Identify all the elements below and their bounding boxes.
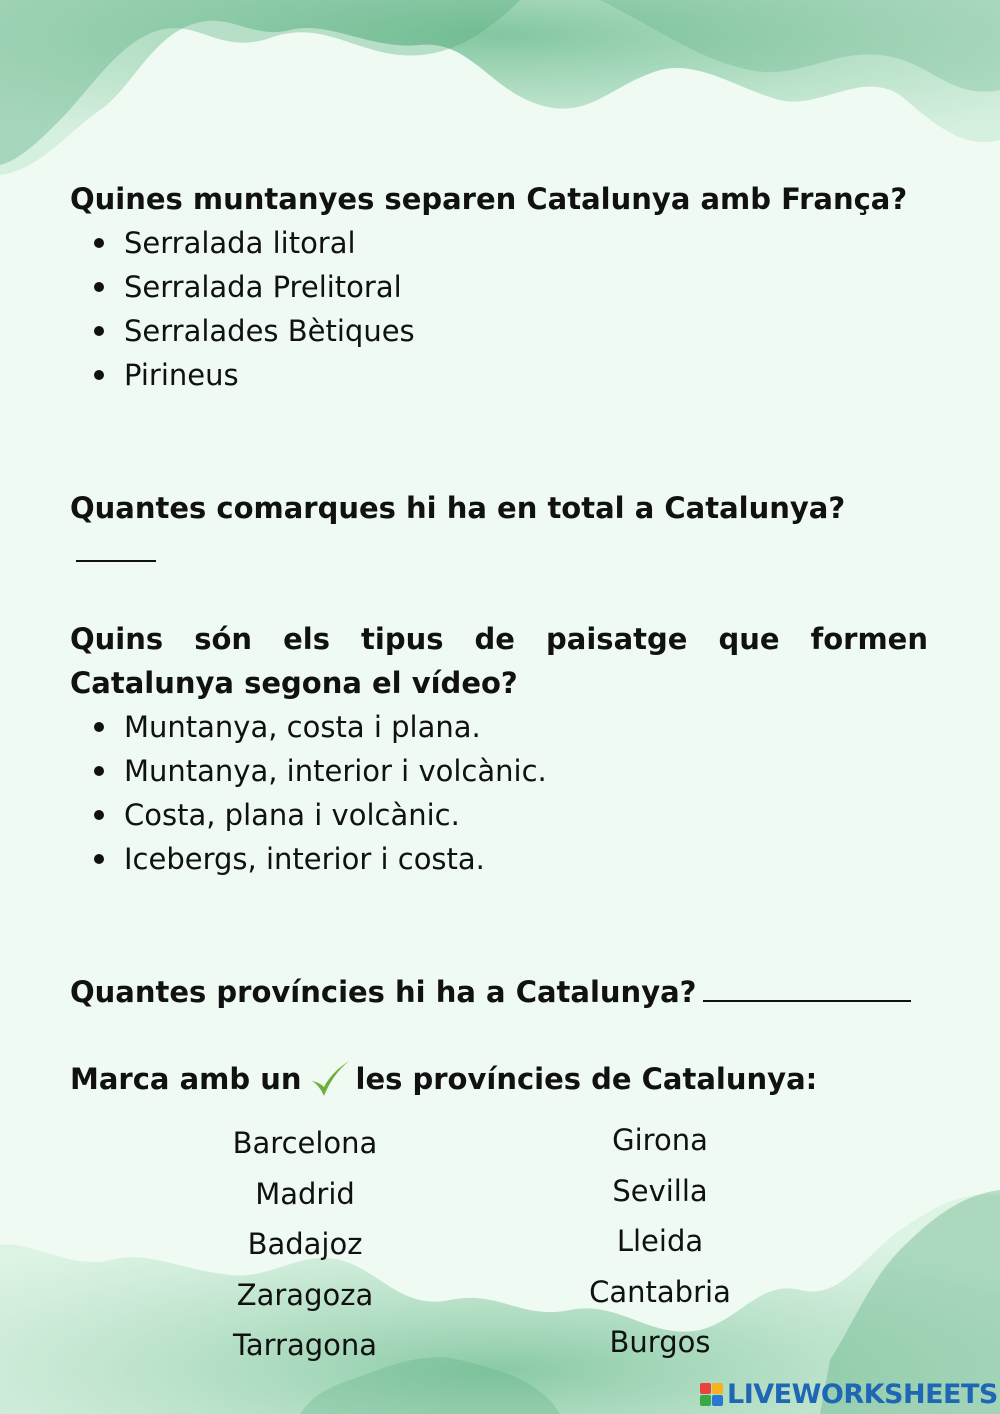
province-option[interactable]: Cantabria (589, 1274, 731, 1309)
question-1-option[interactable] (70, 265, 415, 309)
bullet-icon (94, 810, 104, 820)
provincies-answer-blank[interactable] (703, 972, 911, 1002)
option-label: Icebergs, interior i costa. (124, 842, 485, 876)
question-3-option[interactable] (70, 749, 547, 793)
option-label: Muntanya, costa i plana. (124, 710, 481, 744)
question-4-text: Quantes províncies hi ha a Catalunya? (70, 975, 697, 1009)
bullet-icon (94, 326, 104, 336)
option-label: Serralada Prelitoral (124, 270, 402, 304)
checkmark-icon (308, 1057, 352, 1101)
bullet-icon (94, 722, 104, 732)
province-option[interactable]: Lleida (616, 1224, 704, 1258)
question-2 (70, 486, 928, 574)
question-1-option[interactable] (70, 221, 415, 265)
comarques-answer-blank[interactable] (76, 532, 156, 562)
province-option[interactable]: Barcelona (232, 1126, 378, 1160)
option-label: Serralada litoral (124, 226, 356, 260)
question-1-option[interactable] (70, 353, 415, 397)
question-5 (70, 1057, 928, 1101)
question-1-option[interactable] (70, 309, 415, 353)
provinces-left-column (155, 1118, 455, 1371)
option-label: Pirineus (124, 358, 239, 392)
question-3-option[interactable] (70, 793, 547, 837)
bullet-icon (94, 370, 104, 380)
question-4 (70, 970, 928, 1014)
provinces-right-column (510, 1115, 810, 1368)
province-option[interactable]: Badajoz (247, 1227, 363, 1261)
liveworksheets-logo[interactable] (700, 1378, 998, 1410)
question-1-options (70, 221, 415, 397)
bullet-icon (94, 238, 104, 248)
option-label: Costa, plana i volcànic. (124, 798, 460, 832)
bullet-icon (94, 766, 104, 776)
logo-mark-icon (700, 1383, 723, 1406)
province-option[interactable]: Zaragoza (236, 1277, 374, 1312)
province-option[interactable]: Tarragona (232, 1328, 378, 1362)
logo-text: LIVEWORKSHEETS (727, 1378, 998, 1410)
question-5-text-before: Marca amb un (70, 1062, 302, 1096)
bullet-icon (94, 854, 104, 864)
question-5-text-after: les províncies de Catalunya: (355, 1062, 818, 1096)
question-3-options (70, 705, 547, 881)
province-option[interactable]: Madrid (255, 1176, 355, 1211)
question-1-text: Quines muntanyes separen Catalunya amb França? (70, 182, 908, 216)
question-3-text: Quins són els tipus de paisatge que formen Catalunya segona el vídeo? (70, 622, 928, 700)
option-label: Muntanya, interior i volcànic. (124, 754, 547, 788)
province-option[interactable]: Burgos (609, 1325, 711, 1359)
option-label: Serralades Bètiques (124, 314, 415, 348)
question-3-option[interactable] (70, 705, 547, 749)
bullet-icon (94, 282, 104, 292)
province-option[interactable]: Sevilla (612, 1173, 708, 1208)
province-option[interactable]: Girona (612, 1123, 708, 1157)
question-2-text: Quantes comarques hi ha en total a Catalunya? (70, 491, 846, 525)
question-3-option[interactable] (70, 837, 547, 881)
